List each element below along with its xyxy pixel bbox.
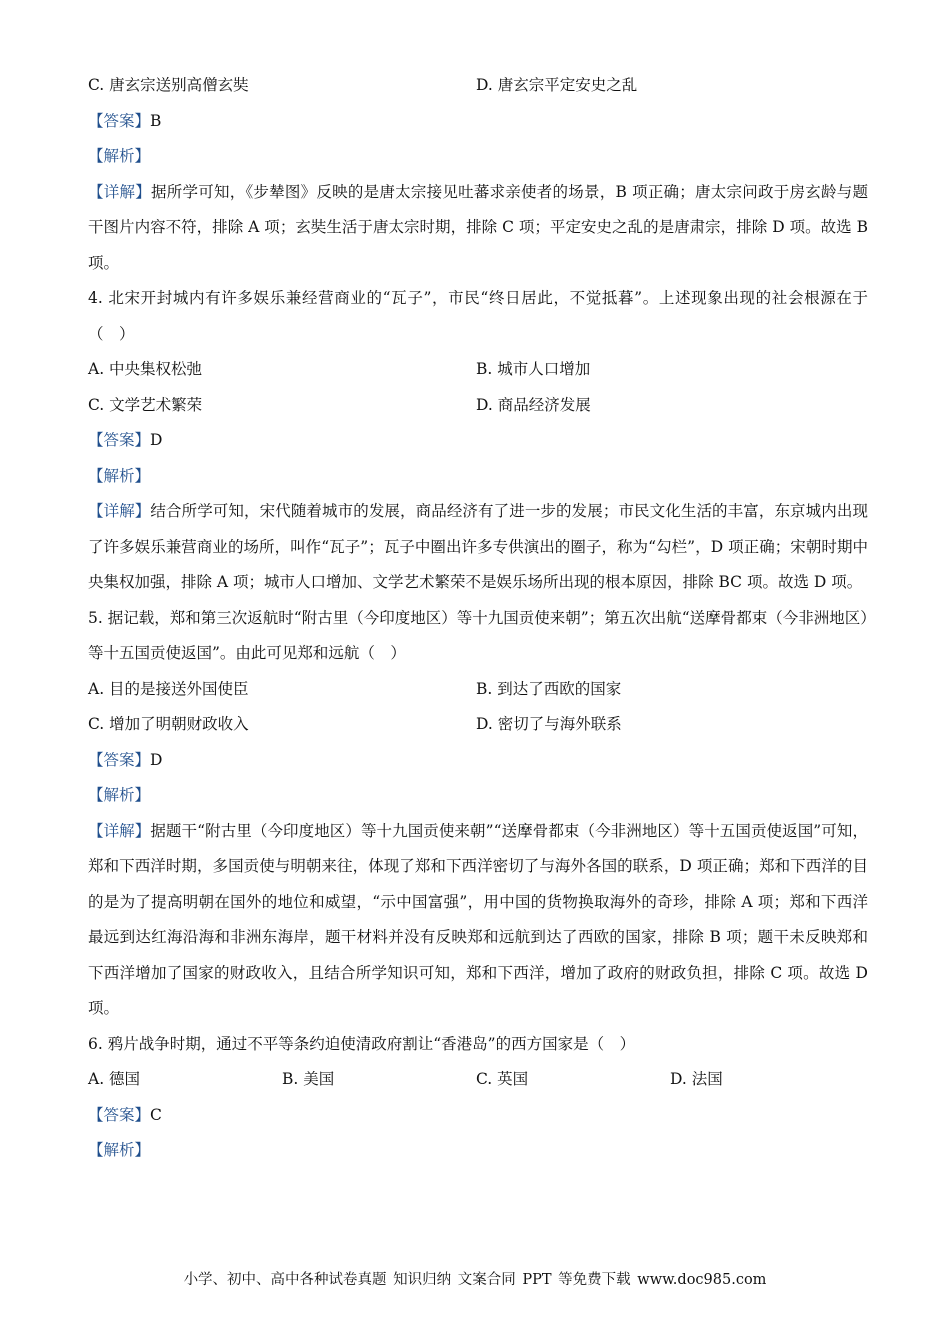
q6-option-c: C. 英国 xyxy=(476,1070,529,1088)
detail-line: 玄龄与题干图片内容不符，排除 A 项；玄奘生活于唐太宗时期，排除 C 项；平定安史之乱的是唐肃宗，排 xyxy=(88,182,868,236)
q6-option-d: D. 法国 xyxy=(670,1070,723,1088)
detail-tag: 【详解】 xyxy=(88,821,151,840)
answer-tag: 【答案】 xyxy=(88,431,151,449)
q5-options-row2 xyxy=(88,707,868,743)
analysis-tag: 【解析】 xyxy=(88,1141,151,1159)
analysis-tag: 【解析】 xyxy=(88,786,151,804)
q4-option-c: C. 文学艺术繁荣 xyxy=(88,395,203,414)
q4-stem xyxy=(88,281,868,352)
document-page xyxy=(88,68,868,1169)
detail-tag: 【详解】 xyxy=(88,502,151,520)
detail-line: 城内出现了许多娱乐兼营商业的场所，叫作“瓦子”；瓦子中圈出许多专供演出的圈子，称为“勾栏”， xyxy=(88,502,868,556)
q3-option-c: C. 唐玄宗送别高僧玄奘 xyxy=(88,76,249,94)
analysis-tag: 【解析】 xyxy=(88,147,151,165)
answer-tag: 【答案】 xyxy=(88,1105,151,1124)
q6-analysis xyxy=(88,1133,868,1169)
detail-line: 正确；郑和下西洋的目的是为了提高明朝在国外的地位和威望，“示中国富强”，用中国的货物换取海外 xyxy=(88,857,868,911)
q5-answer xyxy=(88,743,868,779)
answer-value: D xyxy=(150,750,163,769)
q4-option-a: A. 中央集权松弛 xyxy=(88,360,203,378)
detail-line: 结合所学可知，宋代随着城市的发展，商品经济有了进一步的发展；市民文化生活的丰富，东京 xyxy=(150,502,806,520)
q6-answer xyxy=(88,1098,868,1134)
detail-line: 除 D 项。故选 B 项。 xyxy=(88,218,868,272)
q5-option-c: C. 增加了明朝财政收入 xyxy=(88,715,249,733)
q5-option-b: B. 到达了西欧的国家 xyxy=(476,679,622,698)
detail-line: 因，排除 BC 项。故选 D 项。 xyxy=(651,573,863,591)
detail-line: 返国”可知，郑和下西洋时期，多国贡使与明朝来往，体现了郑和下西洋密切了与海外各国的联系，D 项 xyxy=(88,821,868,875)
q3-option-d: D. 唐玄宗平定安史之乱 xyxy=(476,76,638,94)
q4-options-row1 xyxy=(88,352,868,388)
analysis-tag: 【解析】 xyxy=(88,466,151,485)
detail-line: 欧的国家，排除 B 项；题干未反映郑和下西洋增加了国家的财政收入，且结合所学知识可知，郑和下西洋， xyxy=(88,928,868,982)
detail-line: 的奇珍，排除 A 项；郑和下西洋最远到达红海沿海和非洲东海岸，题干材料并没有反映郑和远航到达了西 xyxy=(88,892,868,946)
detail-line: 据所学可知，《步辇图》反映的是唐太宗接见吐蕃求亲使者的场景，B 项正确；唐太宗问政于房 xyxy=(150,182,806,201)
q3-analysis xyxy=(88,139,868,175)
q4-option-b: B. 城市人口增加 xyxy=(476,360,591,378)
q5-options-row1 xyxy=(88,672,868,708)
stem-line: 根源在于（ ） xyxy=(88,289,868,343)
detail-line: 增加了政府的财政负担，排除 C 项。故选 D 项。 xyxy=(88,963,868,1017)
q4-options-row2 xyxy=(88,388,868,424)
stem-line: 4. 北宋开封城内有许多娱乐兼经营商业的“瓦子”，市民“终日居此，不觉抵暮”。上述现象出现的社会 xyxy=(88,289,805,307)
q5-analysis xyxy=(88,778,868,814)
q4-analysis xyxy=(88,459,868,495)
q5-option-a: A. 目的是接送外国使臣 xyxy=(88,679,249,698)
page-footer: 小学、初中、高中各种试卷真题 知识归纳 文案合同 PPT 等免费下载 www.doc985.com xyxy=(183,1272,767,1288)
detail-line: D 项正确；宋朝时期中央集权加强，排除 A 项；城市人口增加、文学艺术繁荣不是娱乐场所出现的根本原 xyxy=(88,537,868,591)
q6-stem: 6. 鸦片战争时期，通过不平等条约迫使清政府割让“香港岛”的西方国家是（ ） xyxy=(88,1034,636,1053)
q5-detail xyxy=(88,814,868,1027)
q4-detail xyxy=(88,494,868,601)
answer-tag: 【答案】 xyxy=(88,111,151,130)
answer-tag: 【答案】 xyxy=(88,750,151,769)
detail-tag: 【详解】 xyxy=(88,182,151,201)
q6-option-b: B. 美国 xyxy=(282,1070,335,1088)
q6-option-a: A. 德国 xyxy=(88,1070,141,1088)
q3-detail xyxy=(88,175,868,282)
q4-answer xyxy=(88,423,868,459)
q5-option-d: D. 密切了与海外联系 xyxy=(476,715,622,733)
answer-value: C xyxy=(150,1105,162,1124)
q3-options xyxy=(88,68,868,104)
q3-answer xyxy=(88,104,868,140)
answer-value: D xyxy=(150,431,163,449)
stem-line: （今非洲地区）等十五国贡使返国”。由此可见郑和远航（ ） xyxy=(88,608,868,662)
detail-line: 据题干“附古里（今印度地区）等十九国贡使来朝”“送摩骨都束（今非洲地区）等十五国贡使 xyxy=(150,821,783,840)
q4-option-d: D. 商品经济发展 xyxy=(476,395,591,414)
stem-line: 5. 据记载，郑和第三次返航时“附古里（今印度地区）等十九国贡使来朝”；第五次出航“送摩骨都束 xyxy=(88,608,768,627)
q5-stem xyxy=(88,601,868,672)
answer-value: B xyxy=(150,111,162,130)
q6-options xyxy=(88,1062,868,1098)
